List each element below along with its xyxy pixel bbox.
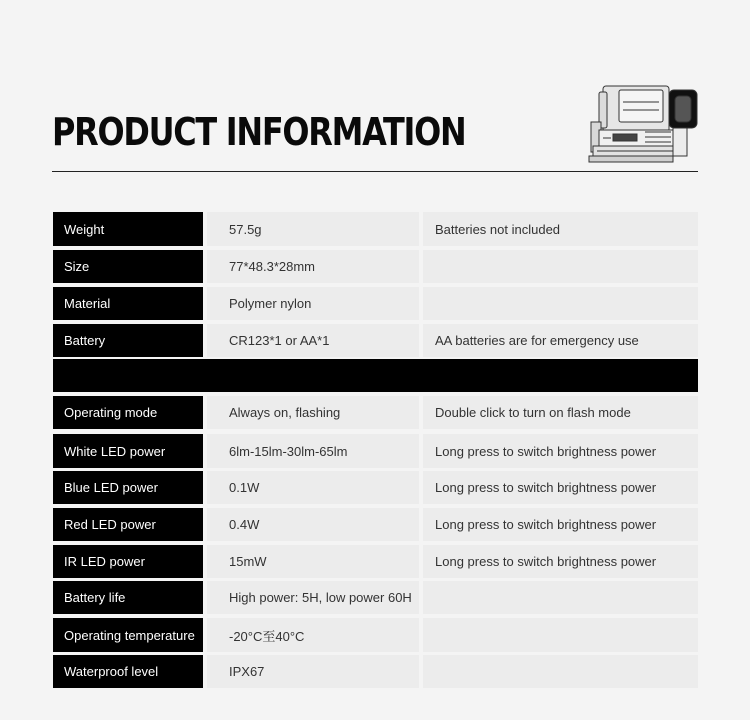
spec-value: -20°C至40°C	[207, 618, 419, 652]
spec-row-operating-temperature	[53, 618, 698, 652]
spec-note: AA batteries are for emergency use	[423, 324, 698, 357]
spec-note: Batteries not included	[423, 212, 698, 246]
spec-value: 77*48.3*28mm	[207, 250, 419, 283]
spec-label: White LED power	[53, 434, 203, 468]
spec-value: CR123*1 or AA*1	[207, 324, 419, 357]
spec-row-battery-life	[53, 581, 698, 614]
spec-note: Long press to switch brightness power	[423, 508, 698, 541]
spec-row-operating-mode	[53, 396, 698, 429]
spec-value: High power: 5H, low power 60H	[207, 581, 419, 614]
product-line-drawing	[585, 82, 703, 166]
spec-label: Weight	[53, 212, 203, 246]
spec-note	[423, 655, 698, 688]
section-divider-bar	[53, 359, 698, 392]
spec-label: IR LED power	[53, 545, 203, 578]
spec-label: Battery	[53, 324, 203, 357]
spec-row-material	[53, 287, 698, 320]
spec-note: Long press to switch brightness power	[423, 471, 698, 504]
spec-row-red-led-power	[53, 508, 698, 541]
spec-label: Operating temperature	[53, 618, 203, 652]
spec-note: Double click to turn on flash mode	[423, 396, 698, 429]
spec-note	[423, 287, 698, 320]
spec-label: Blue LED power	[53, 471, 203, 504]
spec-note	[423, 581, 698, 614]
spec-value: 0.1W	[207, 471, 419, 504]
spec-row-waterproof-level	[53, 655, 698, 688]
spec-row-battery	[53, 324, 698, 357]
spec-row-blue-led-power	[53, 471, 698, 504]
spec-row-weight	[53, 212, 698, 246]
spec-label: Red LED power	[53, 508, 203, 541]
spec-value: 0.4W	[207, 508, 419, 541]
spec-note: Long press to switch brightness power	[423, 545, 698, 578]
spec-value: Always on, flashing	[207, 396, 419, 429]
spec-value: Polymer nylon	[207, 287, 419, 320]
title-divider-line	[52, 171, 698, 172]
spec-note: Long press to switch brightness power	[423, 434, 698, 468]
spec-note	[423, 250, 698, 283]
spec-label: Size	[53, 250, 203, 283]
spec-note	[423, 618, 698, 652]
spec-label: Battery life	[53, 581, 203, 614]
spec-value: 57.5g	[207, 212, 419, 246]
spec-label: Material	[53, 287, 203, 320]
spec-label: Waterproof level	[53, 655, 203, 688]
product-information-title: PRODUCT INFORMATION	[52, 110, 466, 154]
spec-row-white-led-power	[53, 434, 698, 468]
spec-value: 15mW	[207, 545, 419, 578]
spec-row-ir-led-power	[53, 545, 698, 578]
spec-row-size	[53, 250, 698, 283]
spec-label: Operating mode	[53, 396, 203, 429]
spec-value: IPX67	[207, 655, 419, 688]
spec-value: 6lm-15lm-30lm-65lm	[207, 434, 419, 468]
